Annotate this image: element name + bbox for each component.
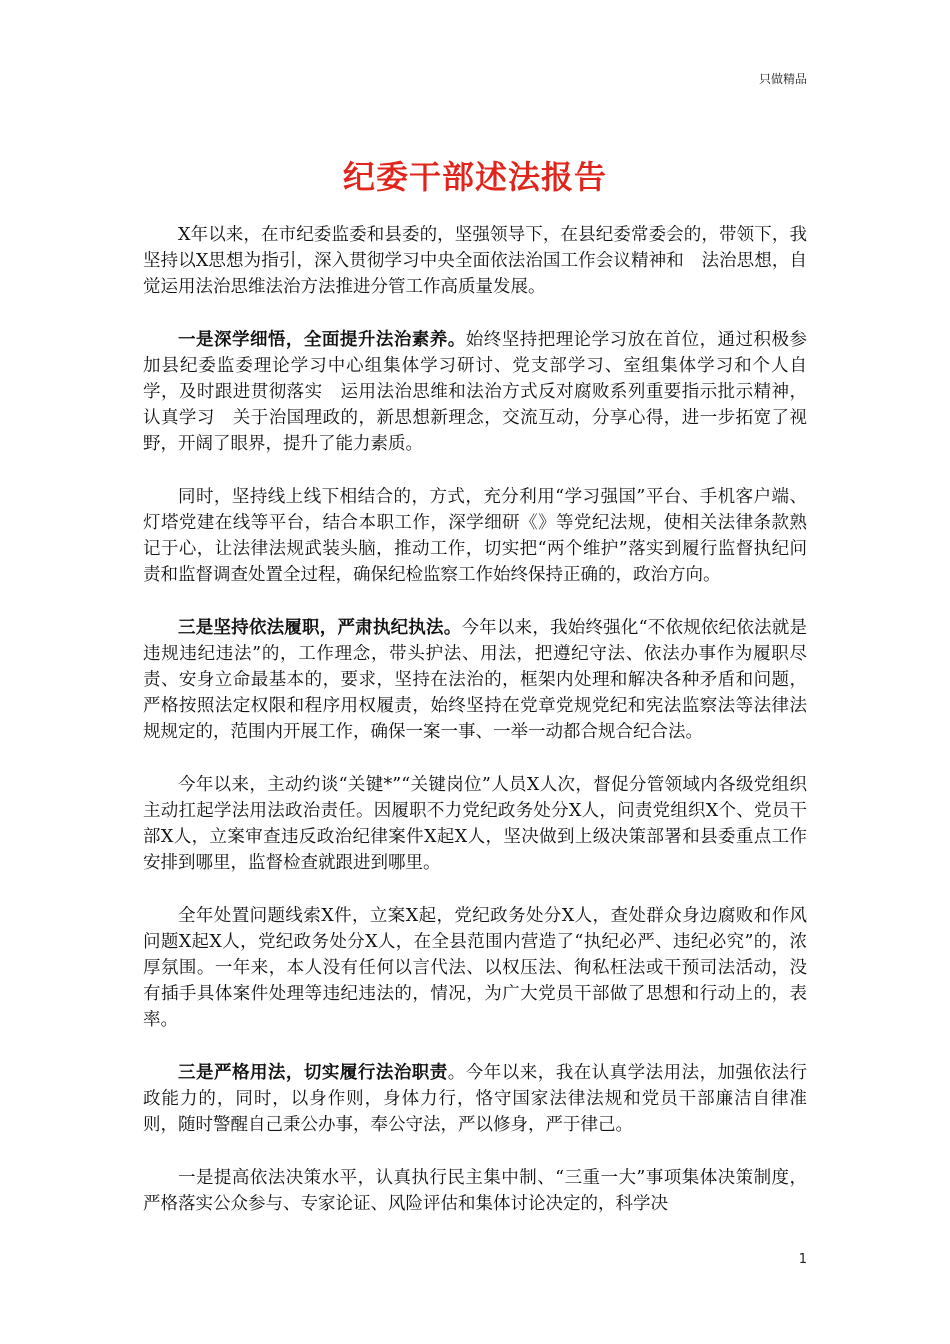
paragraph-text: 今年以来，我始终强化“不依规依纪依法就是违规违纪违法”的，工作理念，带头护法、用法，把遵纪守法、依法办事作为履职尽责、安身立命最基本的，要求，坚持在法治的，框架内处理和解决各种矛盾和问题，严格按照法定权限和程序用权履责，始终坚持在党章党规党纪和宪法监察法等法律法规规定的，范围内开展工作，确保一案一事、一举一动都合规合纪合法。: [143, 618, 807, 742]
paragraph-text: 同时，坚持线上线下相结合的，方式，充分利用“学习强国”平台、手机客户端、灯塔党建在线等平台，结合本职工作，深学细研《》等党纪法规，使相关法律条款熟记于心，让法律法规武装头脑，推动工作，切实把“两个维护”落实到履行监督执纪问责和监督调查处置全过程，确保纪检监察工作始终保持正确的，政治方向。: [143, 487, 807, 585]
paragraph-lead: 一是深学细悟，全面提升法治素养。: [178, 330, 466, 350]
paragraph-text: 今年以来，主动约谈“关键*”“关键岗位”人员X人次，督促分管领域内各级党组织主动扛起学法用法政治责任。因履职不力党纪政务处分X人，问责党组织X个、党员干部X人，立案审查违反政治纪律案件X起X人，坚决做到上级决策部署和县委重点工作安排到哪里，监督检查就跟进到哪里。: [143, 775, 807, 873]
paragraph-text: 。今年以来，我在认真学法用法，加强依法行政能力的，同时，以身作则，身体力行，恪守国家法律法规和党员干部廉洁自律准则，随时警醒自己秉公办事，奉公守法，严以修身，严于律己。: [143, 1063, 808, 1135]
paragraph-text: X年以来，在市纪委监委和县委的，坚强领导下，在县纪委常委会的，带领下，我坚持以X思想为指引，深入贯彻学习中央全面依法治国工作会议精神和 法治思想，自觉运用法治思维法治方法推进分管工作高质量发展。: [143, 225, 807, 297]
paragraph-interviews: [143, 772, 807, 876]
paragraph-text: 一是提高依法决策水平，认真执行民主集中制、“三重一大”事项集体决策制度，严格落实公众参与、专家论证、风险评估和集体讨论决定的，科学决: [143, 1168, 807, 1214]
paragraph-duty: [143, 615, 807, 745]
paragraph-cases: [143, 903, 807, 1033]
paragraph-study: [143, 327, 807, 457]
paragraph-decision: [143, 1165, 807, 1217]
paragraph-intro: [143, 222, 807, 300]
paragraph-lead: 三是坚持依法履职，严肃执纪执法。: [178, 618, 462, 638]
paragraph-apply-law: [143, 1060, 807, 1138]
paragraph-text: 始终坚持把理论学习放在首位，通过积极参加县纪委监委理论学习中心组集体学习研讨、党支部学习、室组集体学习和个人自学，及时跟进贯彻落实 运用法治思维和法治方式反对腐败系列重要指示批示精神，认真学习 关于治国理政的，新思想新理念，交流互动，分享心得，进一步拓宽了视野，开阔了眼界，提升了能力素质。: [143, 330, 807, 454]
paragraph-online-offline: [143, 484, 807, 588]
paragraph-lead: 三是严格用法，切实履行法治职责: [178, 1063, 448, 1083]
header-note: 只做精品: [758, 72, 807, 86]
page-number: 1: [798, 1252, 807, 1267]
document-title: 纪委干部述法报告: [342, 158, 607, 196]
paragraph-text: 全年处置问题线索X件，立案X起，党纪政务处分X人，查处群众身边腐败和作风问题X起X人，党纪政务处分X人，在全县范围内营造了“执纪必严、违纪必究”的，浓厚氛围。一年来，本人没有任何以言代法、以权压法、徇私枉法或干预司法活动，没有插手具体案件处理等违纪违法的，情况，为广大党员干部做了思想和行动上的，表率。: [143, 906, 807, 1030]
document-body: [143, 222, 807, 1244]
